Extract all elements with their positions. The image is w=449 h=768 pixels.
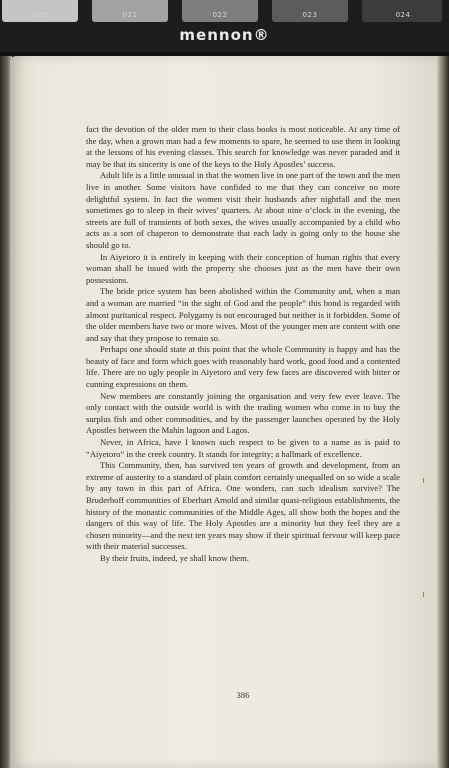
page-number: 386 — [236, 690, 250, 700]
book-page-edge — [437, 56, 449, 768]
patch-label-023: 023 — [302, 11, 318, 19]
patch-label-021: 021 — [122, 11, 138, 19]
paragraph: This Community, then, has survived ten years of growth and development, from an extreme of austerity to a standard of plain comfort certainly unequalled on so wide a scale by any town in this part of Africa. One wonders, can such idealism survive? The Bruderhoff communities of Eberhart Arnold and similar quasi-religious establishments, the history of the monastic communities of the Middle Ages, all show both the hopes and the dangers of this way of life. The Holy Apostles are a minority but they feel they are a chosen minority—and the next ten years may show if their spiritual fervour will keep pace with their material successes. — [86, 460, 400, 552]
calibration-target — [0, 0, 449, 52]
paragraph: In Aiyetoro it is entirely in keeping with their conception of human rights that every woman shall be issued with the property she chooses just as the men have their own possessions. — [86, 251, 400, 285]
page-text — [86, 124, 400, 565]
paragraph: The bride price system has been abolished within the Community and, when a man and a woman are married “in the sight of God and the people” this bond is regarded with almost puritanical respect. Polygamy is not encouraged but neither is it forbidden. Some of the older members have two or more wives. Most of the younger men are content with one and say that they propose to remain so. — [86, 286, 400, 343]
patch-label-020: 020 — [32, 11, 48, 19]
paragraph: New members are constantly joining the organisation and very few ever leave. The only contact with the outside world is with the trading women who come in to buy the surplus fish and other commodities, and by the passenger launches operated by the Holy Apostles between the Mahin lagoon and Lagos. — [86, 390, 400, 436]
paragraph: Never, in Africa, have I known such respect to be given to a name as is paid to “Aiyetoro” in the creek country. It stands for integrity; a hallmark of excellence. — [86, 437, 400, 459]
patch-label-022: 022 — [212, 11, 228, 19]
paragraph: By their fruits, indeed, ye shall know them. — [100, 552, 249, 563]
margin-mark — [423, 478, 424, 483]
paragraph: fact the devotion of the older men to their class books is most noticeable. At any time of the day, when a grown man had a few moments to spare, he seemed to use them in looking at the lessons of his evening classes. This search for knowledge was never paraded and it may be that its sincerity is one of the keys to the Holy Apostles’ success. — [86, 124, 400, 169]
brand-logo: mennon® — [179, 26, 270, 44]
patch-label-024: 024 — [395, 11, 411, 19]
paragraph: Perhaps one should state at this point that the whole Community is happy and has the beauty of face and form which goes with reasonably hard work, good food and a contented life. There are no ugly people in Aiyetoro and very few faces are discovered with bitter or cunning expressions on them. — [86, 344, 400, 390]
paragraph: Adult life is a little unusual in that the women live in one part of the town and the men live in another. Some visitors have confided to me that they can conceive no more delightful system. In fact the women visit their husbands after nightfall and the men sometimes go to sleep in their wives’ quarters. At about nine o’clock in the evening, the streets are full of transients of both sexes, the wives usually accompanied by a child who acts as a sort of chaperon to demonstrate that each lady is going only to the house she should go to. — [86, 170, 400, 250]
margin-mark — [423, 592, 424, 597]
